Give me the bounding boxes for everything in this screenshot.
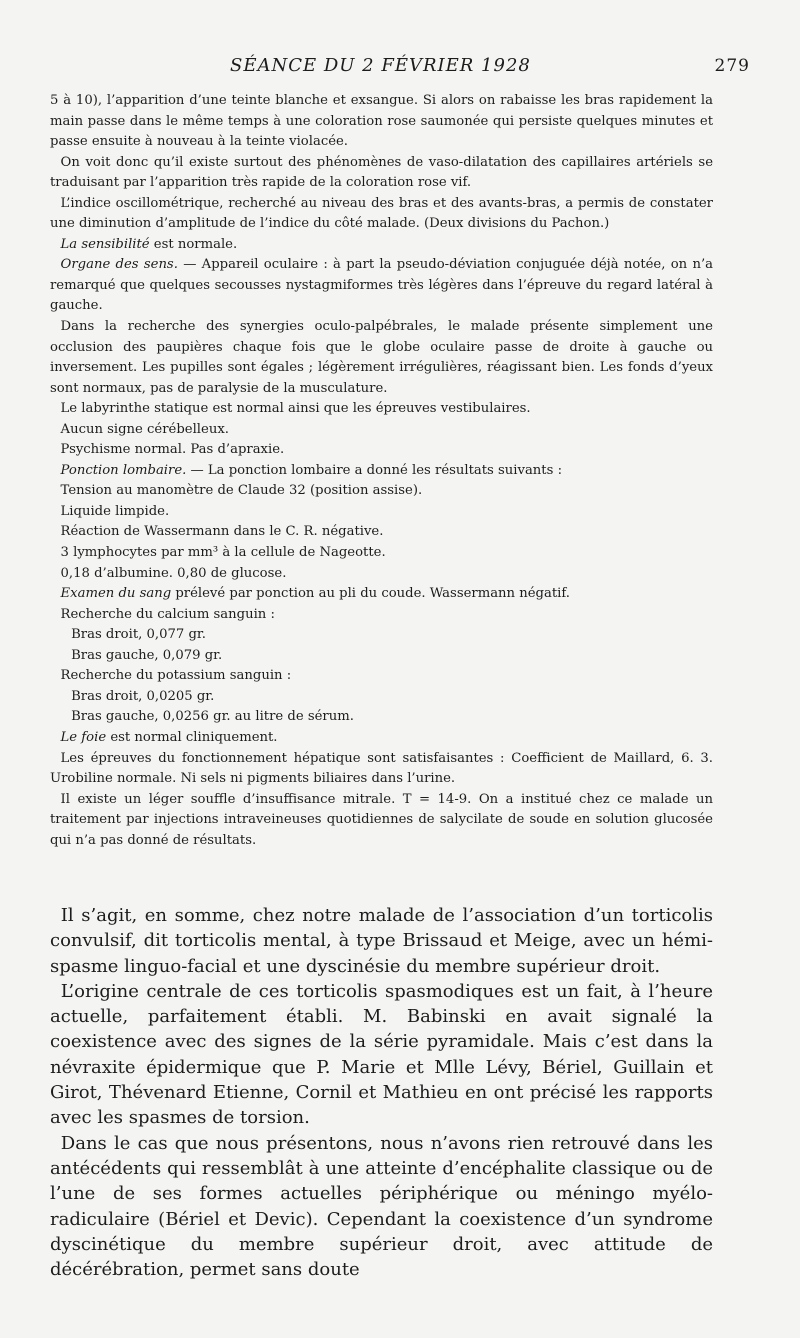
note-paragraph — [50, 481, 713, 502]
note-text: Recherche du calcium sanguin : — [60, 606, 275, 622]
note-text: Bras droit, 0,0205 gr. — [71, 688, 215, 704]
note-text: Réaction de Wassermann dans le C. R. négative. — [60, 524, 384, 540]
note-text: est normale. — [149, 236, 238, 252]
note-text: 0,18 d’albumine. 0,80 de glucose. — [60, 565, 287, 581]
note-paragraph — [50, 522, 713, 543]
note-paragraph — [50, 625, 713, 646]
note-text: Bras droit, 0,077 gr. — [71, 627, 206, 643]
note-paragraph — [50, 707, 713, 728]
note-paragraph — [50, 749, 713, 790]
note-paragraph — [50, 235, 713, 256]
note-text: Aucun signe cérébelleux. — [60, 421, 229, 437]
note-text: Liquide limpide. — [60, 503, 170, 519]
note-paragraph — [50, 666, 713, 687]
note-paragraph — [50, 461, 713, 482]
note-paragraph — [50, 564, 713, 585]
note-paragraph — [50, 728, 713, 749]
note-paragraph — [50, 317, 713, 399]
note-paragraph — [50, 153, 713, 194]
note-paragraph — [50, 646, 713, 667]
note-paragraph — [50, 584, 713, 605]
note-text: — La ponction lombaire a donné les résultats suivants : — [186, 462, 563, 478]
note-text: Les épreuves du fonctionnement hépatique sont satisfaisantes : Coefficient de Maillard, 6. 3. Urobiline normale. Ni sels ni pigments biliaires dans l’urine. — [50, 750, 713, 787]
note-text: Bras gauche, 0,0256 gr. au litre de sérum. — [71, 709, 354, 725]
body-paragraph: Dans le cas que nous présentons, nous n’avons rien retrouvé dans les antécédents qui ressemblât à une atteinte d’encéphalite classique ou de l’une de ses formes actuelles périphérique ou méningo myélo-radiculaire (Bériel et Devic). Cependant la coexistence d’un syndrome dyscinétique du membre supérieur droit, avec attitude de décérébration, permet sans doute — [50, 1132, 713, 1281]
note-text: est normal cliniquement. — [106, 729, 278, 745]
note-heading: Examen du sang — [60, 586, 172, 602]
note-paragraph — [50, 255, 713, 317]
note-text: — Appareil oculaire : à part la pseudo-déviation conjuguée déjà notée, on n’a remarqué que quelques secousses nystagmiformes très légères dans l’épreuve du regard latéral à gauche. — [50, 257, 713, 314]
note-heading: Le foie — [60, 729, 107, 745]
note-heading: Ponction lombaire. — [60, 462, 187, 478]
note-text: On voit donc qu’il existe surtout des phénomènes de vaso-dilatation des capillaires artériels se traduisant par l’apparition très rapide de la coloration rose vif. — [50, 154, 713, 191]
note-paragraph — [50, 790, 713, 852]
note-paragraph — [50, 543, 713, 564]
note-text: 3 lymphocytes par mm³ à la cellule de Nageotte. — [60, 545, 386, 561]
running-title: SÉANCE DU 2 FÉVRIER 1928 — [230, 55, 531, 76]
note-text: 5 à 10), l’apparition d’une teinte blanche et exsangue. Si alors on rabaisse les bras rapidement la main passe dans le même temps à une coloration rose saumonée qui persiste quelques minutes et passe ensuite à nouveau à la teinte violacée. — [50, 93, 713, 150]
note-text: prélevé par ponction au pli du coude. Wassermann négatif. — [171, 586, 570, 602]
note-text: Il existe un léger souffle d’insuffisance mitrale. T = 14-9. On a institué chez ce malade un traitement par injections intraveineuses quotidiennes de salycilate de soude en solution glucosée qui n’a pas donné de résultats. — [50, 791, 713, 848]
note-text: Tension au manomètre de Claude 32 (position assise). — [60, 483, 423, 499]
note-text: L’indice oscillométrique, recherché au niveau des bras et des avants-bras, a permis de constater une diminution d’amplitude de l’indice du côté malade. (Deux divisions du Pachon.) — [50, 195, 713, 232]
note-paragraph — [50, 440, 713, 461]
note-text: Bras gauche, 0,079 gr. — [71, 647, 223, 663]
note-paragraph — [50, 420, 713, 441]
note-paragraph — [50, 91, 713, 153]
body-paragraph: Il s’agit, en somme, chez notre malade de l’association d’un torticolis convulsif, dit torticolis mental, à type Brissaud et Meige, avec un hémi-spasme linguo-facial et une dyscinésie du membre supérieur droit. — [50, 905, 713, 977]
note-text: Psychisme normal. Pas d’apraxie. — [60, 442, 285, 458]
note-paragraph — [50, 605, 713, 626]
note-text: Dans la recherche des synergies oculo-palpébrales, le malade présente simplement une occlusion des paupières chaque fois que le globe oculaire passe de droite à gauche ou inversement. Les pupilles sont égales ; légèrement irrégulières, réagissant bien. Les fonds d’yeux sont normaux, pas de paralysie de la musculature. — [50, 319, 713, 396]
note-paragraph — [50, 502, 713, 523]
note-paragraph — [50, 399, 713, 420]
note-text: Recherche du potassium sanguin : — [60, 668, 292, 684]
running-head — [230, 55, 750, 76]
note-text: Le labyrinthe statique est normal ainsi que les épreuves vestibulaires. — [60, 401, 531, 417]
case-notes — [50, 91, 713, 851]
note-paragraph — [50, 687, 713, 708]
note-heading: La sensibilité — [60, 236, 150, 252]
note-heading: Organe des sens. — [60, 257, 178, 273]
discussion-text — [50, 903, 713, 1282]
note-paragraph — [50, 194, 713, 235]
body-paragraph: L’origine centrale de ces torticolis spasmodiques est un fait, à l’heure actuelle, parfaitement établi. M. Babinski en avait signalé la coexistence avec des signes de la série pyramidale. Mais c’est dans la névraxite épidermique que P. Marie et Mlle Lévy, Bériel, Guillain et Girot, Thévenard Etienne, Cornil et Mathieu en ont précisé les rapports avec les spasmes de torsion. — [50, 980, 713, 1129]
page-number: 279 — [714, 56, 750, 76]
